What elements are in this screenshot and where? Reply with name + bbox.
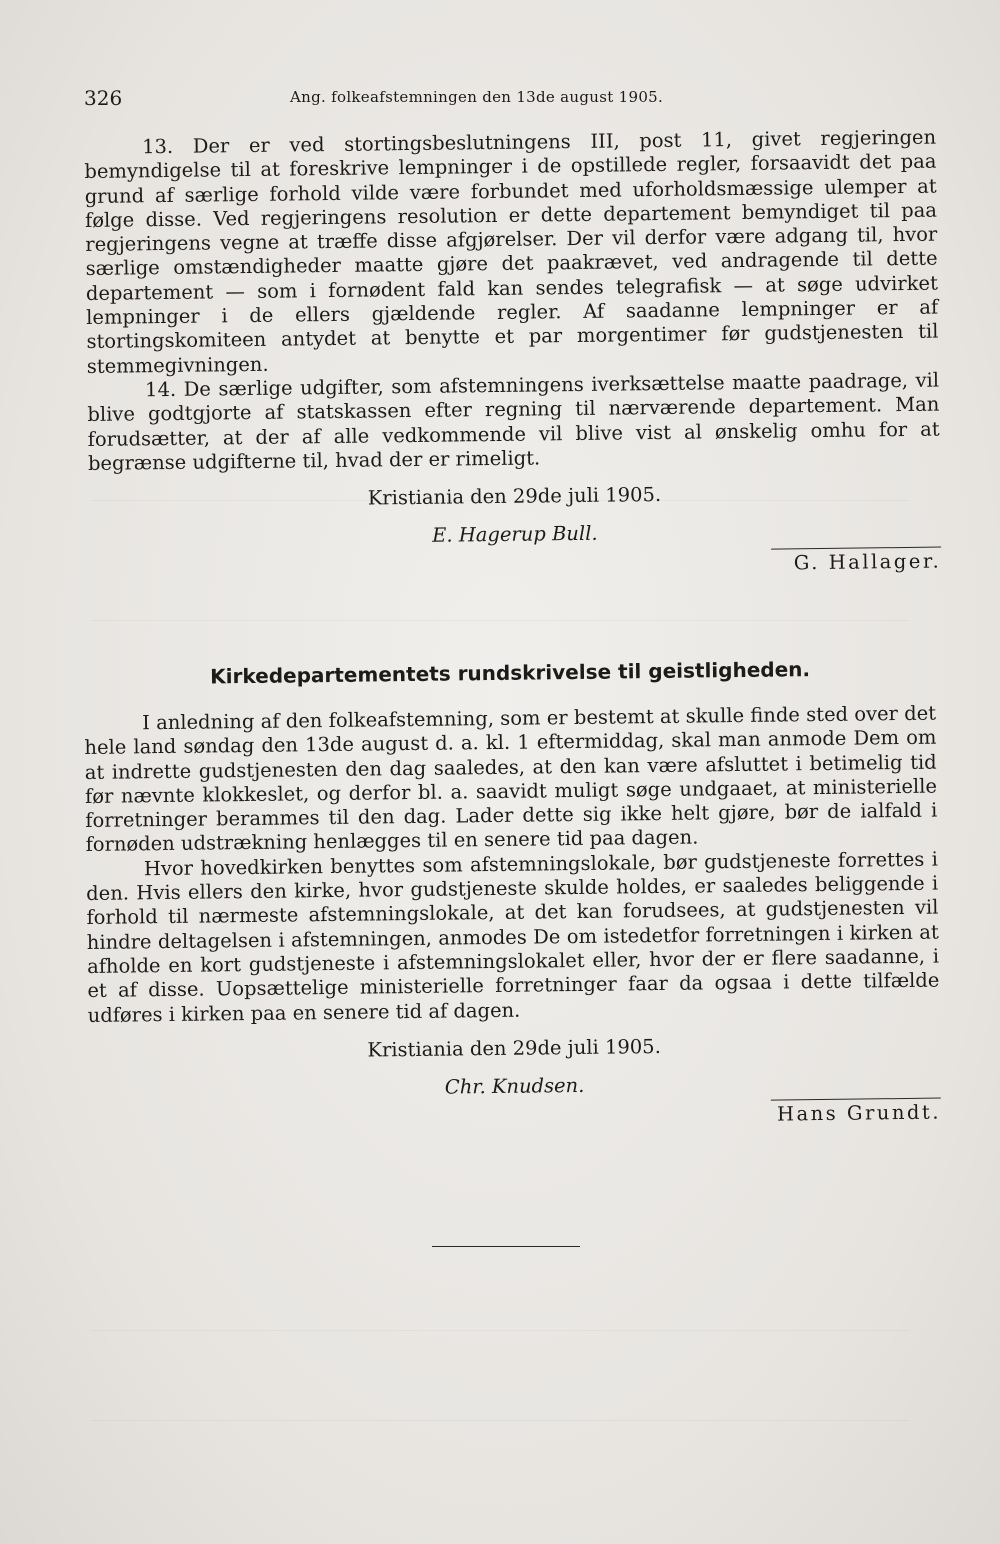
end-rule bbox=[432, 1246, 580, 1247]
paragraph-14: 14. De særlige udgifter, som afstemningens iverksættelse maatte paadrage, vil blive godtgjorte af statskassen efter regning til nærværende departement. Man forudsætter, at der af alle vedkommende vil blive vist al ønskelig omhu for at begrænse udgifterne til, hvad der er rimeligt. bbox=[87, 368, 940, 475]
circular-paragraph-2: Hvor hovedkirken benyttes som afstemningslokale, bør gudstjeneste forrettes i den. Hvis ellers den kirke, hvor gudstjeneste skulde holdes, er saaledes beliggende i forhold til nærmeste afstemningslokale, at det kan forudsees, at gudstjenesten vil hindre deltagelsen i afstemningen, anmodes De om istedetfor forretningen i kirken at afholde en kort gudstjeneste i afstemningslokalet eller, hvor der er flere saadanne, i et af disse. Uopsættelige ministerielle forretninger faar da ogsaa i dette tilfælde udføres i kirken paa en senere tid af dagen. bbox=[86, 847, 940, 1027]
circular-paragraph-1: I anledning af den folkeafstemning, som er bestemt at skulle finde sted over det hele land søndag den 13de august d. a. kl. 1 eftermiddag, skal man anmode Dem om at indrette gudstjenesten den dag saaledes, at den kan være afsluttet i betimelig tid før nævnte klokkeslet, og derfor bl. a. saavidt muligt søge undgaaet, at ministerielle forretninger berammes til den dag. Lader dette sig ikke helt gjøre, bør de ialfald i fornøden udstrækning henlægges til en senere tid paa dagen. bbox=[84, 701, 938, 857]
page-number: 326 bbox=[84, 86, 123, 110]
place-date: Kristiania den 29de juli 1905. bbox=[367, 483, 662, 510]
signature-minister: Chr. Knudsen. bbox=[444, 1074, 585, 1099]
signature-secretary: Hans Grundt. bbox=[776, 1101, 942, 1127]
church-circular bbox=[84, 702, 941, 1136]
bleed-through-line bbox=[90, 620, 910, 621]
place-date: Kristiania den 29de juli 1905. bbox=[367, 1034, 661, 1062]
bleed-through-line bbox=[90, 1420, 910, 1421]
department-notice bbox=[84, 126, 941, 584]
running-header bbox=[84, 86, 944, 116]
paragraph-13: 13. Der er ved stortingsbeslutningens III, post 11, givet regjeringen bemyndigelse til at foreskrive lempninger i de opstillede regler, forsaavidt det paa grund af særlige forhold vilde være forbundet med uforholdsmæssige ulemper at følge disse. Ved regjeringens resolution er dette departement bemyndiget til paa regjeringens vegne at træffe disse afgjørelser. Der vil derfor være adgang til, hvor særlige omstændigheder maatte gjøre det paakrævet, ved andragende til dette departement — som i fornødent fald kan sendes telegrafisk — at søge udvirket lempninger i de ellers gjældende regler. Af saadanne lempninger er af stortingskomiteen antydet at benytte et par morgentimer før gudstjenesten til stemmegivningen. bbox=[84, 125, 939, 378]
bleed-through-line bbox=[90, 1330, 910, 1331]
signature-minister: E. Hagerup Bull. bbox=[432, 522, 598, 548]
section-title: Kirkedepartementets rundskrivelse til geistligheden. bbox=[210, 657, 811, 689]
signature-secretary: G. Hallager. bbox=[793, 549, 942, 575]
running-title: Ang. folkeafstemningen den 13de august 1905. bbox=[290, 88, 664, 106]
